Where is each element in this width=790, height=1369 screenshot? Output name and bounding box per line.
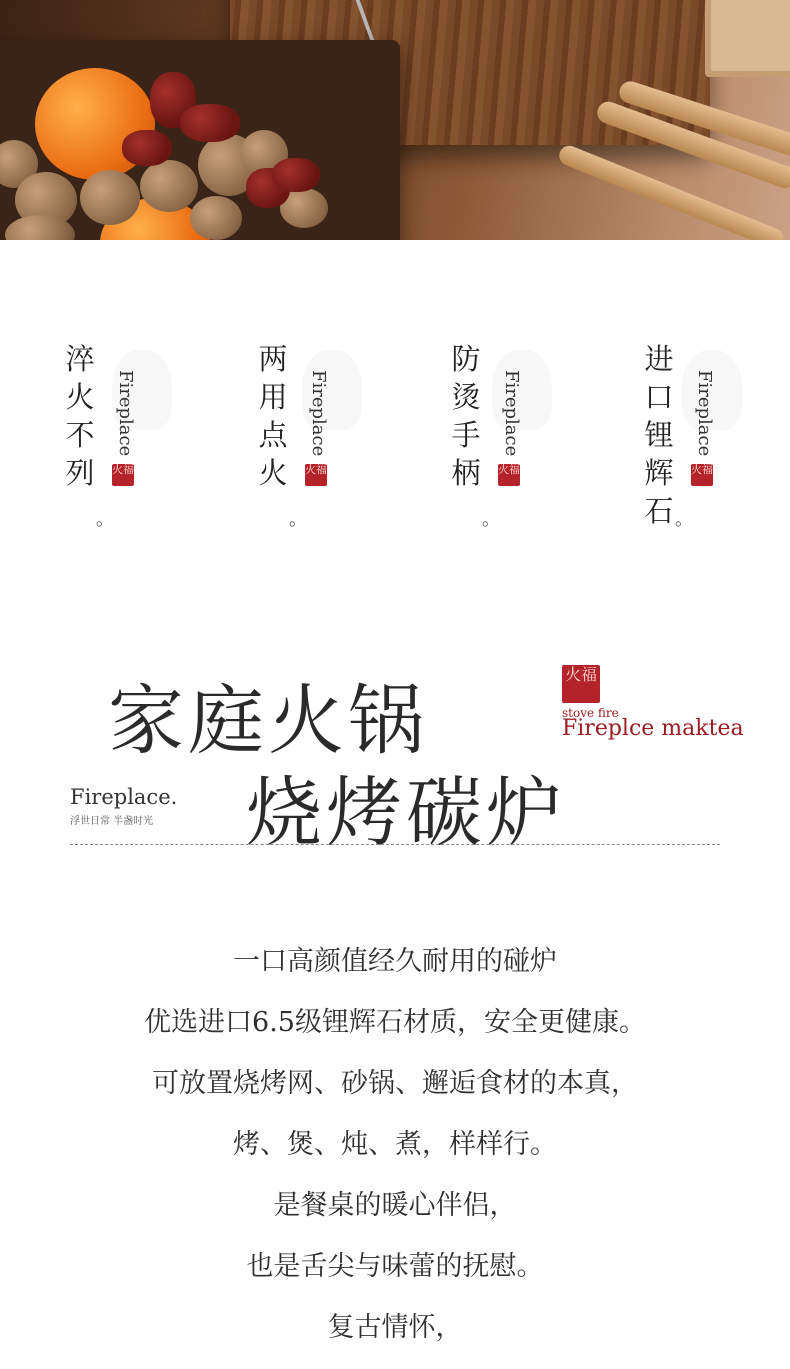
- paragraph-line: 也是舌尖与味蕾的抚慰。: [246, 1251, 544, 1282]
- seal-icon: 火福: [691, 464, 713, 486]
- paragraph-line: 是餐桌的暖心伴侣，: [273, 1190, 517, 1221]
- paragraph-line: 一口高颜值经久耐用的碰炉: [233, 946, 557, 977]
- feature-title: 两用点火: [258, 342, 288, 490]
- hero-image: [0, 0, 790, 240]
- jujube-icon: [272, 158, 320, 192]
- seal-icon: 火福: [112, 464, 134, 486]
- jujube-icon: [180, 104, 240, 142]
- feature-title: 淬火不列: [65, 342, 95, 490]
- feature-punct: 。: [96, 509, 114, 530]
- brand-small-text: stove fire: [562, 706, 619, 720]
- feature-subtitle: Fireplace: [308, 370, 329, 457]
- jujube-icon: [122, 130, 172, 166]
- feature-subtitle: Fireplace: [501, 370, 522, 457]
- brand-seal-icon: 火福: [562, 665, 600, 703]
- feature-subtitle: Fireplace: [115, 370, 136, 457]
- paragraph-line: 复古情怀，: [327, 1312, 463, 1343]
- longan-icon: [190, 196, 242, 240]
- description-paragraph: [0, 942, 790, 1369]
- feature-punct: 。: [289, 509, 307, 530]
- tea-box: [705, 0, 790, 77]
- feature-title: 进口锂辉石: [644, 342, 674, 528]
- feature-spodumene: [643, 340, 753, 530]
- paragraph-line: 可放置烧烤网、砂锅、邂逅食材的本真，: [152, 1068, 638, 1099]
- seal-icon: 火福: [498, 464, 520, 486]
- heading-line-1: 家庭火锅: [108, 676, 428, 765]
- longan-icon: [80, 170, 140, 225]
- fireplace-title: Fireplace.: [70, 785, 178, 809]
- feature-punct: 。: [675, 509, 693, 530]
- fireplace-subtitle: 浮世日常 半盏时光: [70, 816, 154, 827]
- dashed-divider: [70, 844, 720, 845]
- brand-name: Fireplce maktea: [562, 716, 744, 741]
- feature-quench: [64, 340, 174, 530]
- feature-title: 防烫手柄: [451, 342, 481, 490]
- feature-heatproof-handle: [450, 340, 560, 530]
- paragraph-line: 烤、煲、炖、煮，样样行。: [233, 1129, 557, 1160]
- paragraph-line: 优选进口6.5级锂辉石材质，安全更健康。: [144, 1007, 646, 1038]
- longan-icon: [140, 160, 198, 212]
- seal-icon: 火福: [305, 464, 327, 486]
- feature-punct: 。: [482, 509, 500, 530]
- feature-dual-ignite: [257, 340, 367, 530]
- feature-subtitle: Fireplace: [694, 370, 715, 457]
- heading-line-2: 烧烤碳炉: [246, 768, 566, 857]
